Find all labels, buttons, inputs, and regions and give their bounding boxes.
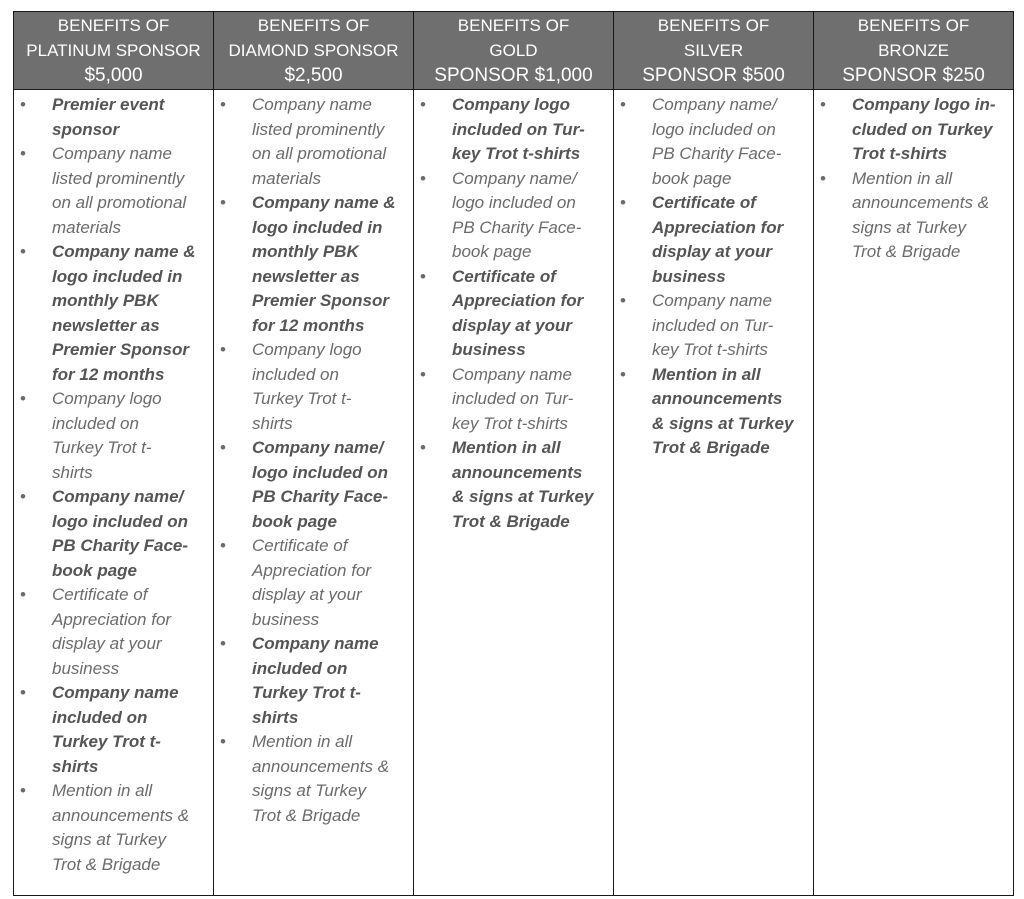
bullet-icon: • [20, 781, 26, 800]
benefit-item [614, 363, 813, 461]
benefits-cell-platinum [14, 90, 214, 896]
benefit-line: on all promotional [252, 144, 387, 163]
benefit-line: sponsor [52, 119, 120, 139]
benefit-line: key Trot t-shirts [452, 413, 568, 433]
benefit-line: Trot & Brigade [852, 242, 961, 261]
benefit-line: included on [52, 707, 148, 727]
benefit-line: signs at Turkey [252, 781, 367, 800]
benefit-line: Company name [452, 364, 573, 384]
benefit-item [214, 191, 413, 338]
benefit-line: PB Charity Face- [652, 144, 782, 163]
benefit-line: Turkey Trot t- [52, 732, 161, 751]
benefit-item [414, 93, 613, 167]
benefit-line: Trot & Brigade [252, 805, 361, 825]
benefits-cell-diamond [214, 90, 414, 896]
bullet-icon: • [220, 732, 226, 751]
bullet-icon: • [820, 95, 826, 114]
bullet-icon: • [420, 364, 426, 384]
bullet-icon: • [220, 95, 226, 114]
header-line: BENEFITS OF [857, 16, 970, 35]
benefit-line: Company logo [52, 389, 162, 408]
benefit-line: Company logo [452, 95, 571, 114]
benefit-item [414, 167, 613, 265]
benefit-item [214, 632, 413, 730]
benefits-row [14, 90, 1014, 896]
benefit-line: key Trot t-shirts [652, 340, 768, 359]
benefit-line: Trot & Brigade [452, 511, 570, 531]
benefit-line: PB Charity Face- [452, 217, 582, 237]
benefit-line: & signs at Turkey [452, 487, 594, 506]
header-platinum [14, 12, 214, 90]
benefit-line: Appreciation for [52, 609, 172, 629]
benefit-line: included on Tur- [652, 315, 774, 335]
benefit-line: Appreciation for [652, 217, 784, 237]
benefit-line: Company name [52, 144, 173, 163]
benefit-item [614, 93, 813, 191]
benefit-line: newsletter as [252, 266, 360, 286]
header-line: PLATINUM SPONSOR [26, 41, 201, 60]
benefit-line: key Trot t-shirts [452, 144, 581, 163]
benefit-line: for 12 months [52, 364, 165, 384]
sponsor-benefits-table [13, 11, 1014, 896]
benefit-line: Company name & [252, 193, 396, 212]
benefit-item [814, 93, 1013, 167]
bullet-icon: • [220, 438, 226, 457]
benefit-line: shirts [252, 413, 293, 433]
header-gold [414, 12, 614, 90]
benefit-line: announcements & [52, 805, 190, 825]
bullet-icon: • [620, 95, 626, 114]
benefit-item [14, 240, 213, 387]
benefit-line: signs at Turkey [52, 830, 167, 849]
bullet-icon: • [20, 389, 26, 408]
bullet-icon: • [220, 193, 226, 212]
bullet-icon: • [20, 95, 26, 114]
benefit-line: business [252, 609, 320, 629]
benefit-line: Company name/ [252, 438, 384, 457]
benefit-line: display at your [452, 315, 572, 335]
benefit-line: display at your [652, 242, 772, 261]
benefit-line: materials [252, 168, 321, 188]
benefit-line: display at your [252, 585, 362, 604]
benefit-line: included on [252, 658, 348, 678]
benefit-line: logo included in [52, 266, 183, 286]
benefit-line: PB Charity Face- [52, 536, 189, 555]
bullet-icon: • [220, 634, 226, 653]
benefit-list [614, 93, 813, 461]
benefit-line: monthly PBK [52, 291, 159, 310]
header-line: SILVER [683, 41, 744, 60]
header-price: $5,000 [84, 65, 143, 86]
benefit-line: Mention in all [452, 438, 561, 457]
benefit-line: shirts [52, 756, 99, 776]
benefit-item [214, 730, 413, 828]
benefit-line: Premier Sponsor [52, 340, 189, 359]
benefit-line: Certificate of [52, 585, 148, 604]
bullet-icon: • [220, 340, 226, 359]
header-line: BENEFITS OF [657, 16, 770, 35]
benefit-item [14, 583, 213, 681]
benefit-line: announcements [452, 462, 583, 482]
benefit-item [414, 363, 613, 437]
header-price: SPONSOR $1,000 [434, 65, 593, 86]
benefits-cell-gold [414, 90, 614, 896]
benefit-line: listed prominently [52, 168, 185, 188]
benefit-list [214, 93, 413, 828]
benefit-line: Turkey Trot t- [252, 389, 352, 408]
benefit-line: shirts [252, 707, 299, 727]
benefit-line: Company name/ [652, 95, 777, 114]
bullet-icon: • [20, 144, 26, 163]
bullet-icon: • [420, 95, 426, 114]
benefit-line: Turkey Trot t- [252, 683, 361, 702]
benefit-line: included on Tur- [452, 119, 585, 139]
benefit-item [214, 93, 413, 191]
benefit-line: included on Tur- [452, 389, 574, 408]
bullet-icon: • [20, 585, 26, 604]
benefit-item [214, 338, 413, 436]
benefit-line: Company name/ [452, 168, 577, 188]
benefit-item [14, 485, 213, 583]
benefit-line: & signs at Turkey [652, 413, 794, 433]
bullet-icon: • [420, 266, 426, 286]
benefit-line: book page [652, 168, 732, 188]
benefit-line: Company logo in- [852, 95, 996, 114]
header-bronze [814, 12, 1014, 90]
header-silver [614, 12, 814, 90]
benefit-item [14, 142, 213, 240]
benefit-item [14, 387, 213, 485]
benefit-line: Trot & Brigade [652, 438, 770, 457]
benefit-line: Certificate of [252, 536, 348, 555]
benefit-line: Turkey Trot t- [52, 438, 152, 457]
benefit-line: logo included on [252, 462, 388, 482]
benefits-cell-silver [614, 90, 814, 896]
benefit-line: Appreciation for [252, 560, 372, 580]
benefit-line: announcements & [252, 756, 390, 776]
header-price: SPONSOR $250 [842, 65, 985, 86]
benefit-line: shirts [52, 462, 93, 482]
benefit-line: Certificate of [652, 193, 756, 212]
benefits-cell-bronze [814, 90, 1014, 896]
bullet-icon: • [620, 291, 626, 310]
benefit-line: listed prominently [252, 119, 385, 139]
bullet-icon: • [420, 438, 426, 457]
header-line: BENEFITS OF [57, 16, 170, 35]
benefit-line: display at your [52, 634, 162, 653]
benefit-item [614, 191, 813, 289]
benefit-line: signs at Turkey [852, 217, 967, 237]
benefit-line: Company name [52, 683, 179, 702]
header-line: BENEFITS OF [257, 16, 370, 35]
bullet-icon: • [420, 168, 426, 188]
benefit-line: Trot & Brigade [52, 854, 161, 874]
benefit-item [414, 436, 613, 534]
benefit-line: book page [252, 511, 338, 531]
header-price: SPONSOR $500 [642, 65, 785, 86]
benefit-line: logo included on [452, 193, 576, 212]
benefit-item [214, 436, 413, 534]
benefit-line: monthly PBK [252, 242, 359, 261]
benefit-line: newsletter as [52, 315, 160, 335]
header-price: $2,500 [284, 65, 343, 86]
benefit-line: logo included on [652, 119, 776, 139]
benefit-item [14, 779, 213, 877]
bullet-icon: • [820, 168, 826, 188]
benefit-line: Certificate of [452, 266, 556, 286]
benefit-line: Premier Sponsor [252, 291, 389, 310]
bullet-icon: • [20, 487, 26, 506]
benefit-line: business [452, 340, 526, 359]
benefit-item [214, 534, 413, 632]
benefit-line: Mention in all [852, 168, 953, 188]
header-line: BRONZE [878, 41, 949, 60]
benefit-line: on all promotional [52, 193, 187, 212]
benefit-line: announcements & [852, 193, 990, 212]
benefit-line: Company name & [52, 242, 196, 261]
benefit-list [14, 93, 213, 877]
benefit-line: Trot t-shirts [852, 144, 948, 163]
benefit-item [814, 167, 1013, 265]
benefit-line: Mention in all [52, 781, 153, 800]
header-line: BENEFITS OF [457, 16, 570, 35]
benefit-line: announcements [652, 389, 783, 408]
benefit-list [414, 93, 613, 534]
benefit-list [814, 93, 1013, 265]
benefit-line: Company name [652, 291, 773, 310]
benefit-line: book page [52, 560, 138, 580]
benefit-line: Company logo [252, 340, 362, 359]
benefit-line: for 12 months [252, 315, 365, 335]
benefit-item [414, 265, 613, 363]
benefit-line: Appreciation for [452, 291, 584, 310]
bullet-icon: • [20, 242, 26, 261]
bullet-icon: • [620, 364, 626, 384]
benefit-line: PB Charity Face- [252, 487, 389, 506]
benefit-line: Premier event [52, 95, 165, 114]
bullet-icon: • [220, 536, 226, 555]
benefit-line: Mention in all [252, 732, 353, 751]
benefit-line: Company name [252, 634, 379, 653]
benefit-line: logo included on [52, 511, 188, 531]
benefit-line: included on [252, 364, 339, 384]
benefit-line: Company name/ [52, 487, 184, 506]
header-line: DIAMOND SPONSOR [228, 41, 399, 60]
benefit-line: business [52, 658, 120, 678]
benefit-item [14, 681, 213, 779]
header-line: GOLD [489, 41, 538, 60]
benefit-line: logo included in [252, 217, 383, 237]
benefit-line: included on [52, 413, 139, 433]
benefit-line: Company name [252, 95, 373, 114]
benefit-line: Mention in all [652, 364, 761, 384]
benefit-line: cluded on Turkey [852, 119, 993, 139]
header-diamond [214, 12, 414, 90]
bullet-icon: • [20, 683, 26, 702]
benefit-line: book page [452, 242, 532, 261]
benefit-item [14, 93, 213, 142]
header-row [14, 12, 1014, 90]
benefit-line: materials [52, 217, 121, 237]
benefit-line: business [652, 266, 726, 286]
bullet-icon: • [620, 193, 626, 212]
benefit-item [614, 289, 813, 363]
